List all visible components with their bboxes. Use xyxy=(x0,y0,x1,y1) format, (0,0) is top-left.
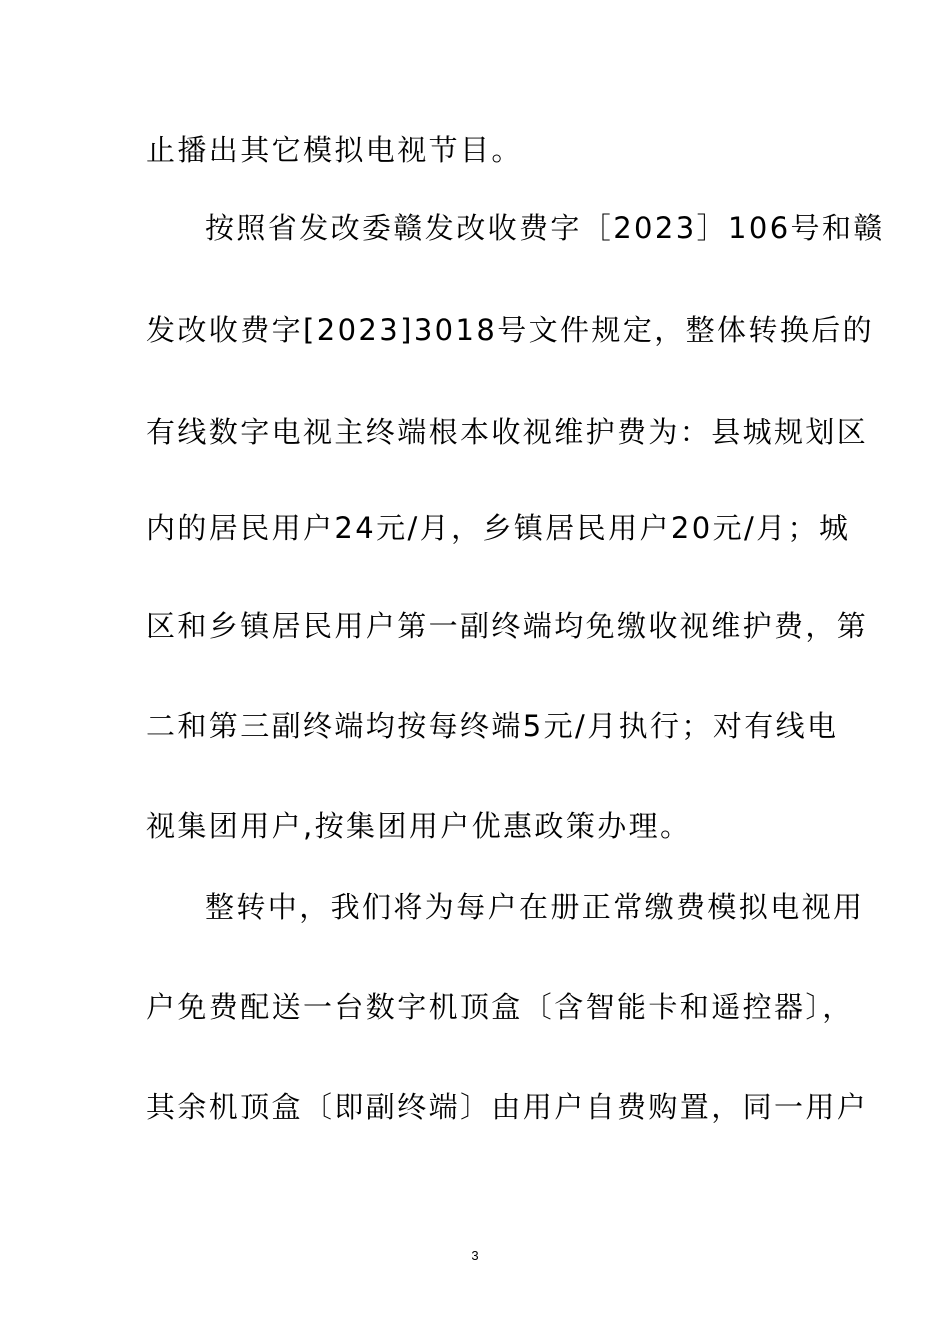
text-line: 视集团用户,按集团用户优惠政策办理。 xyxy=(146,809,692,843)
text-line: 止播出其它模拟电视节目。 xyxy=(146,133,523,167)
paragraph-start-line: 按照省发改委赣发改收费字［2023］106号和赣 xyxy=(205,211,885,245)
text-line: 有线数字电视主终端根本收视维护费为：县城规划区 xyxy=(146,415,869,449)
text-line: 区和乡镇居民用户第一副终端均免缴收视维护费，第 xyxy=(146,609,869,643)
page-number: 3 xyxy=(471,1248,479,1263)
text-line: 二和第三副终端均按每终端5元/月执行；对有线电 xyxy=(146,709,839,743)
text-line: 内的居民用户24元/月，乡镇居民用户20元/月；城 xyxy=(146,511,851,545)
text-line: 户免费配送一台数字机顶盒〔含智能卡和遥控器〕， xyxy=(146,990,854,1024)
text-line: 其余机顶盒〔即副终端〕由用户自费购置，同一用户 xyxy=(146,1090,869,1124)
text-line: 发改收费字[2023]3018号文件规定，整体转换后的 xyxy=(146,313,875,347)
paragraph-start-line: 整转中，我们将为每户在册正常缴费模拟电视用 xyxy=(205,890,865,924)
